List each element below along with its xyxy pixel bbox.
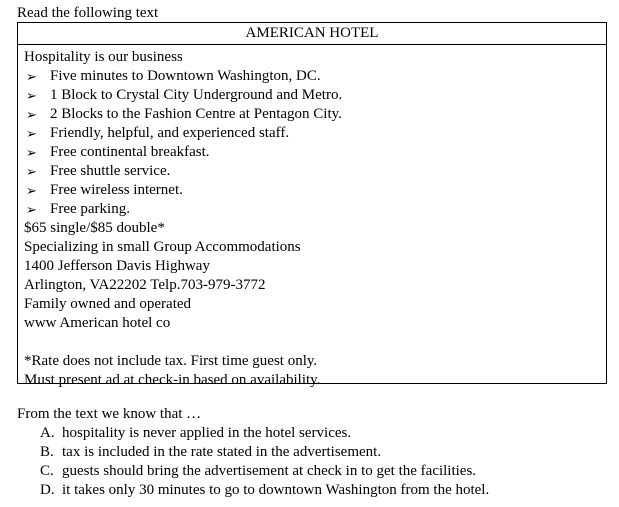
ad-body — [18, 45, 606, 390]
ad-rates: $65 single/$85 double* — [24, 220, 165, 236]
list-item-text: 2 Blocks to the Fashion Centre at Pentagon City. — [50, 106, 342, 122]
arrowhead-bullet-icon: ➢ — [26, 126, 37, 141]
ad-note-line2: Must present ad at check-in based on availability. — [24, 372, 321, 388]
list-item-text: 1 Block to Crystal City Underground and Metro. — [50, 87, 343, 103]
list-item — [24, 162, 606, 181]
list-item-text: Five minutes to Downtown Washington, DC. — [50, 68, 321, 84]
list-item-text: Free parking. — [50, 201, 130, 217]
ad-note-line1: *Rate does not include tax. First time guest only. — [24, 353, 318, 369]
arrowhead-bullet-icon: ➢ — [26, 88, 37, 103]
spacer — [24, 333, 606, 352]
list-item — [24, 67, 606, 86]
list-item — [24, 124, 606, 143]
ad-address-line2: Arlington, VA22202 Telp.703-979-3772 — [24, 277, 266, 293]
arrowhead-bullet-icon: ➢ — [26, 164, 37, 179]
list-item — [24, 200, 606, 219]
answer-option-c[interactable] — [40, 462, 489, 481]
ad-ownership: Family owned and operated — [24, 296, 192, 312]
answer-option-a[interactable] — [40, 424, 489, 443]
arrowhead-bullet-icon: ➢ — [26, 145, 37, 160]
option-letter: A. — [40, 425, 55, 441]
option-text: it takes only 30 minutes to go to downtown Washington from the hotel. — [62, 482, 490, 498]
arrowhead-bullet-icon: ➢ — [26, 183, 37, 198]
option-letter: B. — [40, 444, 54, 460]
ad-address-line1: 1400 Jefferson Davis Highway — [24, 258, 210, 274]
answer-option-b[interactable] — [40, 443, 489, 462]
answer-options — [40, 424, 489, 500]
list-item-text: Free continental breakfast. — [50, 144, 210, 160]
list-item-text: Friendly, helpful, and experienced staff. — [50, 125, 290, 141]
option-letter: C. — [40, 463, 54, 479]
option-text: hospitality is never applied in the hotel services. — [62, 425, 352, 441]
hotel-advertisement-box — [17, 22, 607, 388]
list-item — [24, 105, 606, 124]
arrowhead-bullet-icon: ➢ — [26, 107, 37, 122]
ad-website: www American hotel co — [24, 315, 171, 331]
ad-specialty: Specializing in small Group Accommodations — [24, 239, 301, 255]
ad-tagline: Hospitality is our business — [24, 49, 183, 65]
list-item — [24, 181, 606, 200]
question-text: From the text we know that … — [17, 406, 202, 422]
list-item-text: Free shuttle service. — [50, 163, 171, 179]
option-text: tax is included in the rate stated in the advertisement. — [62, 444, 382, 460]
list-item — [24, 86, 606, 105]
instruction-text: Read the following text — [17, 5, 159, 21]
list-item-text: Free wireless internet. — [50, 182, 183, 198]
list-item — [24, 143, 606, 162]
option-text: guests should bring the advertisement at check in to get the facilities. — [62, 463, 477, 479]
arrowhead-bullet-icon: ➢ — [26, 202, 37, 217]
ad-title: AMERICAN HOTEL — [18, 23, 606, 45]
option-letter: D. — [40, 482, 55, 498]
answer-option-d[interactable] — [40, 481, 489, 500]
arrowhead-bullet-icon: ➢ — [26, 69, 37, 84]
